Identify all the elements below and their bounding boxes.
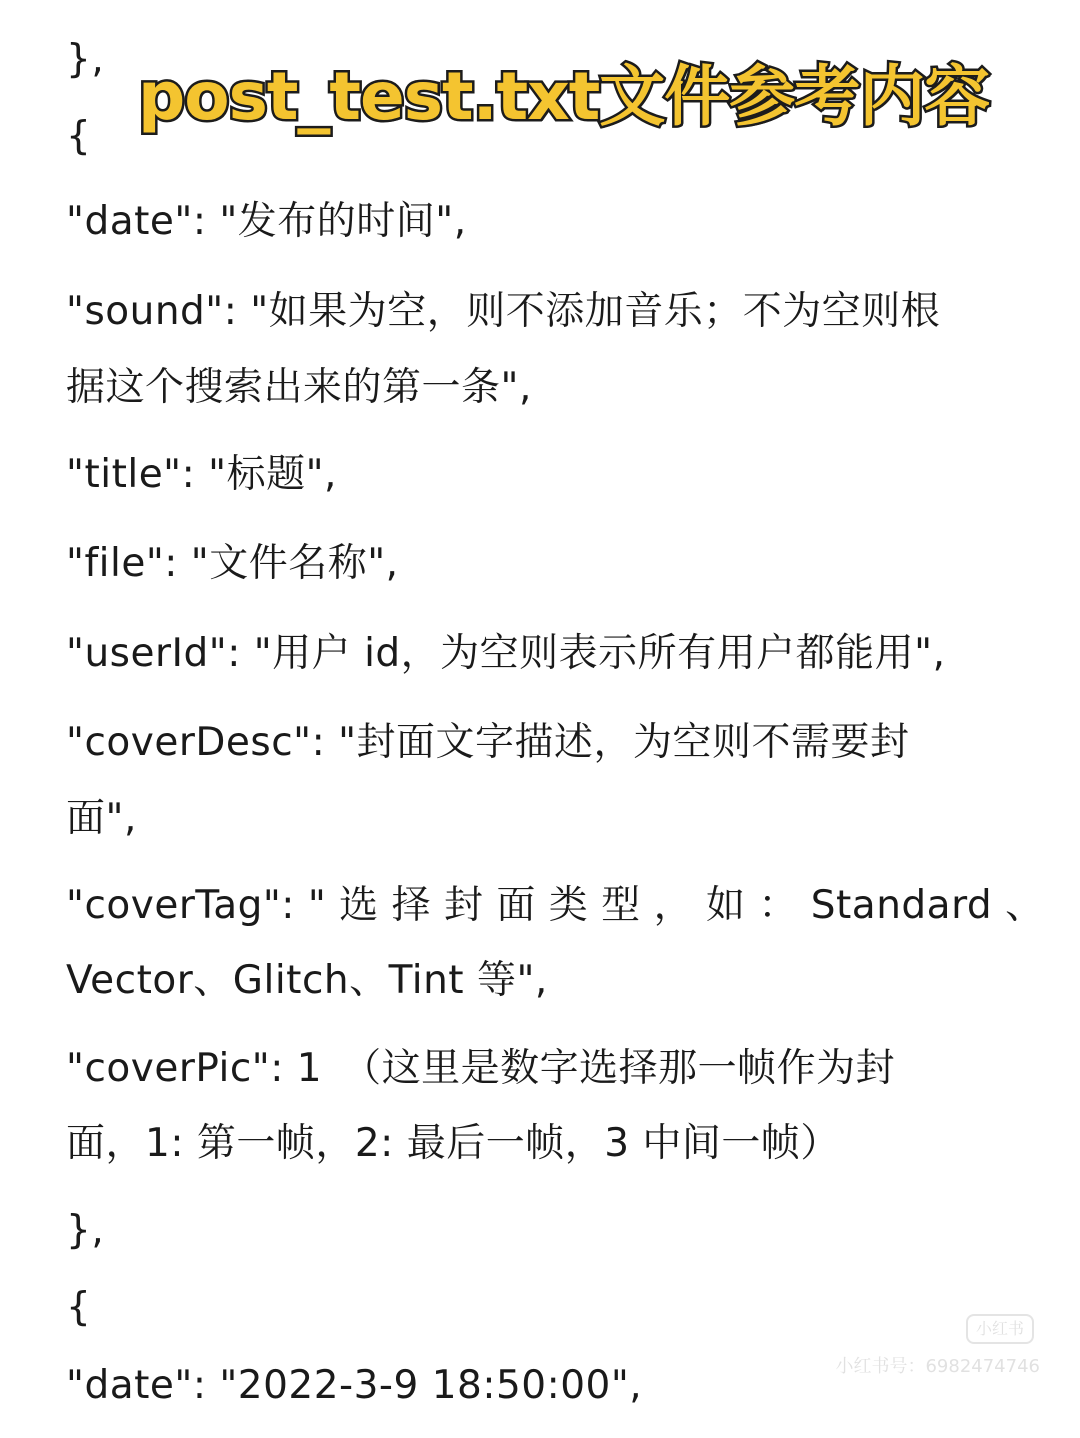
watermark-logo: 小红书: [966, 1314, 1034, 1344]
doc-line-12: Vector、Glitch、Tint 等",: [66, 958, 548, 1003]
banner-title: post_test.txt文件参考内容: [138, 58, 990, 135]
doc-line-16: {: [66, 1285, 92, 1330]
doc-line-13: "coverPic": 1 （这里是数字选择那一帧作为封: [66, 1046, 896, 1091]
doc-line-7: "file": "文件名称",: [66, 541, 399, 586]
doc-line-6: "title": "标题",: [66, 452, 337, 497]
doc-line-11: "coverTag": " 选 择 封 面 类 型 ， 如 ： Standard 、: [66, 883, 1045, 928]
doc-line-17: "date": "2022-3-9 18:50:00",: [66, 1363, 643, 1408]
doc-line-14: 面，1: 第一帧，2: 最后一帧，3 中间一帧）: [66, 1121, 840, 1166]
doc-line-10: 面",: [66, 796, 137, 841]
doc-line-2: {: [66, 114, 92, 159]
doc-line-9: "coverDesc": "封面文字描述，为空则不需要封: [66, 720, 910, 765]
doc-line-4: "sound": "如果为空，则不添加音乐；不为空则根: [66, 289, 941, 334]
doc-line-15: },: [66, 1208, 105, 1253]
watermark-text: 小红书号：6982474746: [835, 1356, 1040, 1377]
doc-line-8: "userId": "用户 id，为空则表示所有用户都能用",: [66, 631, 946, 676]
doc-line-5: 据这个搜索出来的第一条",: [66, 365, 532, 410]
doc-line-1: },: [66, 37, 105, 82]
doc-line-3: "date": "发布的时间",: [66, 199, 467, 244]
